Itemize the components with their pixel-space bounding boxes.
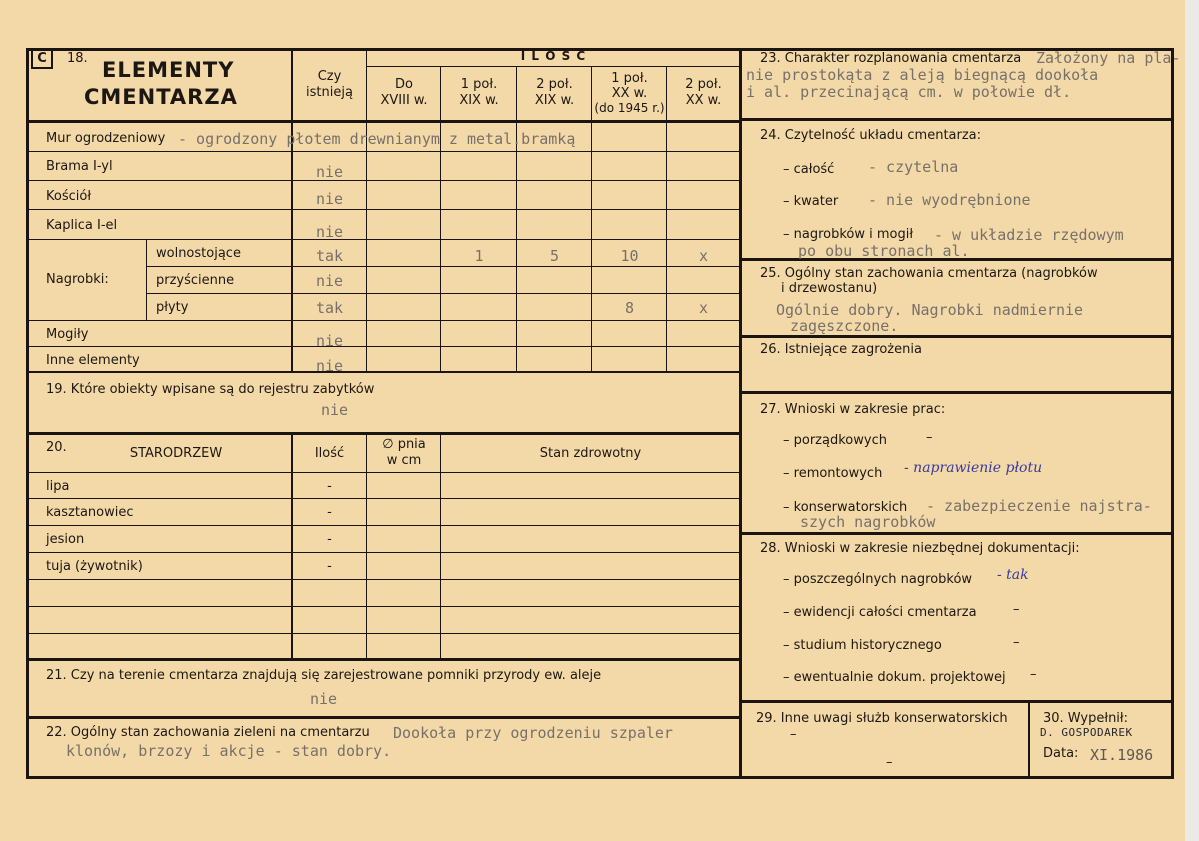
q27-porz-label: – porządkowych	[783, 433, 887, 448]
line	[26, 209, 740, 210]
q24-label: 24. Czytelność układu cmentarza:	[760, 128, 982, 143]
tree-row-name: kasztanowiec	[46, 505, 134, 520]
plyty-1pol-xx: 8	[624, 299, 635, 317]
q21-label: 21. Czy na terenie cmentarza znajdują się zarejestrowane pomniki przyrody ew. aleje	[46, 668, 602, 683]
col-1pol-xix-2: XIX w.	[459, 93, 499, 108]
plyty-label: płyty	[156, 300, 189, 315]
col-2pol-xix-2: XIX w.	[534, 93, 575, 108]
line	[26, 151, 740, 152]
q23-label: 23. Charakter rozplanowania cmentarza	[760, 51, 1022, 66]
q29-label: 29. Inne uwagi służb konserwatorskich	[756, 711, 1008, 726]
wolnostojace-1pol-xix: 1	[474, 247, 484, 265]
q24-calosc-label: – całość	[783, 162, 835, 177]
q19-value: nie	[321, 401, 349, 419]
q19-label: 19. Które obiekty wpisane są do rejestru zabytków	[46, 382, 375, 397]
line	[26, 472, 740, 473]
q24-calosc-value: - czytelna	[868, 158, 959, 176]
q20-title: STARODRZEW	[129, 446, 223, 461]
q20-col-pnia-1: ∅ pnia	[382, 437, 426, 452]
line	[26, 371, 740, 373]
q27-remont-value: - naprawienie płotu	[904, 460, 1043, 476]
col-1pol-xx-1: 1 poł.	[611, 71, 648, 86]
q20-number: 20.	[46, 440, 67, 455]
plyty-czy: tak	[315, 299, 344, 317]
czy-istnieja-2: istnieją	[306, 85, 353, 100]
col-1pol-xx-3: (do 1945 r.)	[594, 101, 665, 115]
przyscienne-label: przyścienne	[156, 273, 235, 288]
line	[739, 532, 1174, 535]
col-2pol-xx-2: XX w.	[685, 93, 722, 108]
q28-ewid-label: – ewidencji całości cmentarza	[783, 605, 977, 620]
frame-left	[26, 48, 29, 779]
q30-signature: D. GOSPODAREK	[1040, 726, 1133, 739]
frame-right	[1171, 48, 1174, 779]
line	[26, 498, 740, 499]
line	[146, 239, 147, 320]
q28-ewent-label: – ewentualnie dokum. projektowej	[783, 670, 1006, 685]
q24-nagrobki-value-2: po obu stronach al.	[798, 242, 970, 260]
q28-poszcz-label: – poszczególnych nagrobków	[783, 572, 973, 587]
col-do-xviii-1: Do	[395, 77, 413, 92]
q23-value-3: i al. przecinającą cm. w połowie dł.	[746, 83, 1072, 101]
q25-label-1: 25. Ogólny stan zachowania cmentarza (nagrobków	[760, 266, 1098, 281]
line	[739, 391, 1174, 394]
q27-kons-label: – konserwatorskich	[783, 500, 908, 515]
tree-row-ilosc: -	[327, 532, 332, 547]
line	[26, 525, 740, 526]
q25-value-1: Ogólnie dobry. Nagrobki nadmiernie	[776, 301, 1084, 319]
q28-ewent-value: –	[1030, 667, 1037, 682]
line	[739, 335, 1174, 338]
col-1pol-xx-2: XX w.	[611, 86, 648, 101]
q29-value-1: –	[790, 727, 797, 742]
line	[26, 579, 740, 580]
col-do-xviii-2: XVIII w.	[380, 93, 428, 108]
line	[26, 180, 740, 181]
tree-row-ilosc: -	[327, 559, 332, 574]
corner-letter-box: C	[31, 49, 53, 69]
q30-date-label: Data:	[1043, 746, 1079, 761]
line	[26, 552, 740, 553]
line	[26, 658, 740, 661]
q25-value-2: zagęszczone.	[790, 317, 899, 335]
q27-porz-value: –	[926, 430, 933, 445]
line	[1028, 702, 1030, 778]
line	[26, 320, 740, 321]
czy-istnieja-1: Czy	[317, 69, 342, 84]
line	[26, 346, 740, 347]
q27-kons-value-1: - zabezpieczenie najstra-	[926, 497, 1152, 515]
tree-row-name: jesion	[46, 532, 85, 547]
przyscienne-czy: nie	[315, 272, 344, 290]
line	[26, 432, 740, 435]
q20-col-pnia-2: w cm	[386, 453, 422, 468]
brama-value: nie	[315, 163, 344, 181]
q28-poszcz-value: - tak	[997, 567, 1029, 583]
wolnostojace-label: wolnostojące	[156, 246, 241, 261]
wolnostojace-1pol-xx: 10	[620, 247, 639, 265]
mur-value: - ogrodzony płotem drewnianym z metal.bramką	[178, 130, 576, 148]
q22-value-2: klonów, brzozy i akcje - stan dobry.	[66, 742, 392, 760]
q27-kons-value-2: szych nagrobków	[800, 513, 936, 531]
line	[739, 700, 1174, 703]
q29-value-2: –	[886, 755, 893, 770]
column-divider	[739, 48, 742, 779]
plyty-2pol-xx: x	[698, 299, 709, 317]
col-2pol-xix-1: 2 poł.	[536, 77, 573, 92]
line	[26, 120, 740, 123]
q28-label: 28. Wnioski w zakresie niezbędnej dokumentacji:	[760, 541, 1080, 556]
q24-nagrobki-label: – nagrobków i mogił	[783, 227, 914, 242]
q21-value: nie	[310, 690, 338, 708]
line	[146, 293, 740, 294]
inne-value: nie	[315, 357, 344, 372]
tree-row-name: lipa	[46, 479, 70, 494]
q23-value-1: Założony na pla-	[1036, 49, 1181, 67]
line	[26, 606, 740, 607]
section-number: 18.	[67, 51, 88, 66]
q28-ewid-value: –	[1013, 602, 1020, 617]
q30-label: 30. Wypełnił:	[1043, 711, 1128, 726]
page-edge	[1185, 0, 1199, 841]
kosciol-value: nie	[315, 190, 344, 208]
q24-kwater-label: – kwater	[783, 194, 839, 209]
line	[146, 266, 740, 267]
wolnostojace-czy: tak	[315, 247, 344, 265]
inne-label: Inne elementy	[46, 353, 140, 368]
line	[739, 118, 1174, 121]
q27-label: 27. Wnioski w zakresie prac:	[760, 402, 946, 417]
col-2pol-xx-1: 2 poł.	[685, 77, 722, 92]
q24-nagrobki-value-1: - w układzie rzędowym	[934, 226, 1124, 244]
tree-row-name: tuja (żywotnik)	[46, 559, 143, 574]
brama-label: Brama I-yl	[46, 159, 113, 174]
line	[26, 633, 740, 634]
kosciol-label: Kościół	[46, 189, 92, 204]
mogily-value: nie	[315, 332, 344, 350]
kaplica-value: nie	[315, 223, 344, 241]
q20-col-ilosc: Ilość	[314, 446, 345, 461]
line	[26, 716, 740, 719]
col-1pol-xix-1: 1 poł.	[460, 77, 498, 92]
q24-kwater-value: - nie wyodrębnione	[868, 191, 1031, 209]
line	[26, 239, 740, 240]
kaplica-label: Kaplica I-el	[46, 218, 118, 233]
q27-remont-label: – remontowych	[783, 466, 883, 481]
q28-stud-value: –	[1013, 635, 1020, 650]
line	[440, 66, 441, 372]
mur-label: Mur ogrodzeniowy	[46, 131, 166, 146]
frame-bottom	[26, 776, 1174, 779]
wolnostojace-2pol-xx: x	[698, 247, 709, 265]
q28-stud-label: – studium historycznego	[783, 638, 942, 653]
tree-row-ilosc: -	[327, 479, 332, 494]
line	[367, 66, 740, 67]
q30-date-value: XI.1986	[1090, 746, 1154, 764]
q20-col-stan: Stan zdrowotny	[539, 446, 642, 461]
q22-value-1: Dookoła przy ogrodzeniu szpaler	[393, 724, 673, 742]
title-line-1: ELEMENTY	[102, 58, 235, 82]
mogily-label: Mogiły	[46, 327, 89, 342]
title-line-2: CMENTARZA	[84, 85, 238, 109]
wolnostojace-2pol-xix: 5	[549, 247, 560, 265]
ilosc-header: I L O Ś C	[520, 49, 587, 63]
line	[516, 66, 517, 372]
q26-label: 26. Istniejące zagrożenia	[760, 342, 922, 357]
q23-value-2: nie prostokąta z aleją biegnącą dookoła	[746, 66, 1099, 84]
q25-label-2: i drzewostanu)	[781, 281, 878, 296]
tree-row-ilosc: -	[327, 505, 332, 520]
nagrobki-label: Nagrobki:	[46, 272, 109, 287]
q22-label: 22. Ogólny stan zachowania zieleni na cmentarzu	[46, 725, 370, 740]
